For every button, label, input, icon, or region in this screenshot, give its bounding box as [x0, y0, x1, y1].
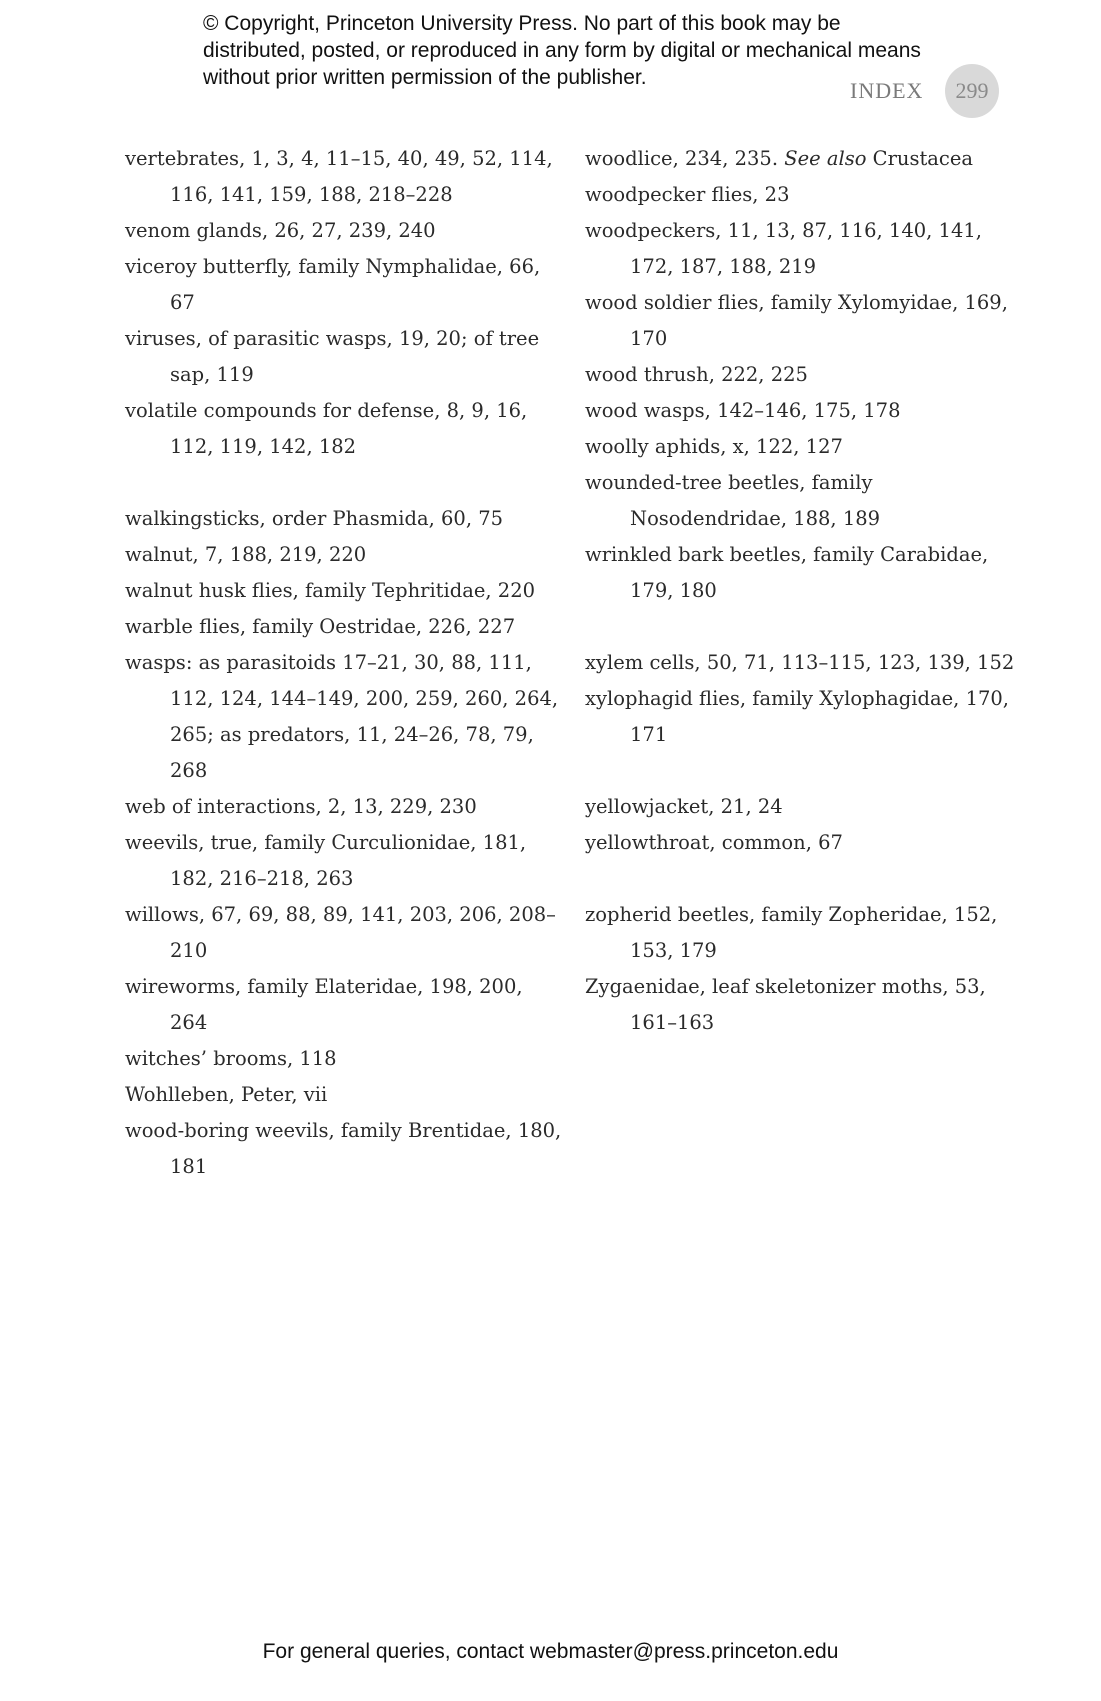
index-entry: warble flies, family Oestridae, 226, 227: [125, 615, 516, 638]
index-entry: walkingsticks, order Phasmida, 60, 75: [125, 507, 504, 530]
index-entry: willows, 67, 69, 88, 89, 141, 203, 206, 208–210: [125, 903, 556, 962]
index-entry: viruses, of parasitic wasps, 19, 20; of tree sap, 119: [125, 327, 540, 386]
index-entry: wood wasps, 142–146, 175, 178: [585, 399, 901, 422]
entry-text: Crustacea: [866, 147, 974, 170]
index-entry: xylem cells, 50, 71, 113–115, 123, 139, 152: [585, 651, 1015, 674]
index-entry: walnut, 7, 188, 219, 220: [125, 543, 367, 566]
letter-group-gap: [585, 753, 1015, 789]
index-entry: woodpecker flies, 23: [585, 183, 790, 206]
index-entry: [585, 141, 1015, 177]
index-entry: wrinkled bark beetles, family Carabidae, 179, 180: [585, 543, 989, 602]
index-entry: wood thrush, 222, 225: [585, 363, 808, 386]
entry-text: woodlice, 234, 235.: [585, 147, 785, 170]
index-entry: wood-boring weevils, family Brentidae, 180, 181: [125, 1119, 562, 1178]
copyright-notice: © Copyright, Princeton University Press. No part of this book may be distributed, posted, or reproduced in any form by digital or mechanical means without prior written permission of the publisher.: [203, 12, 921, 89]
index-column-right: [585, 141, 1015, 1041]
index-entry: wounded-tree beetles, family Nosodendridae, 188, 189: [585, 471, 881, 530]
letter-group-gap: [585, 609, 1015, 645]
index-entry: witches’ brooms, 118: [125, 1047, 337, 1070]
index-column-left: [125, 141, 565, 1185]
index-entry: web of interactions, 2, 13, 229, 230: [125, 795, 477, 818]
index-entry: venom glands, 26, 27, 239, 240: [125, 219, 436, 242]
index-entry: volatile compounds for defense, 8, 9, 16, 112, 119, 142, 182: [125, 399, 528, 458]
letter-group-gap: [125, 465, 565, 501]
index-entry: woolly aphids, x, 122, 127: [585, 435, 843, 458]
see-also-reference: See also: [784, 147, 867, 170]
index-entry: zopherid beetles, family Zopheridae, 152, 153, 179: [585, 903, 998, 962]
index-entry: Zygaenidae, leaf skeletonizer moths, 53, 161–163: [585, 975, 986, 1034]
index-entry: Wohlleben, Peter, vii: [125, 1083, 328, 1106]
index-entry: yellowjacket, 21, 24: [585, 795, 783, 818]
index-entry: wireworms, family Elateridae, 198, 200, 264: [125, 975, 523, 1034]
page-number: 299: [945, 64, 999, 118]
index-entry: wasps: as parasitoids 17–21, 30, 88, 111, 112, 124, 144–149, 200, 259, 260, 264, 265; as predators, 11, 24–26, 78, 79, 268: [125, 651, 559, 782]
running-head: INDEX: [850, 78, 924, 103]
index-entry: yellowthroat, common, 67: [585, 831, 843, 854]
index-entry: wood soldier flies, family Xylomyidae, 169, 170: [585, 291, 1008, 350]
index-entry: vertebrates, 1, 3, 4, 11–15, 40, 49, 52, 114, 116, 141, 159, 188, 218–228: [125, 147, 553, 206]
footer-contact: For general queries, contact webmaster@press.princeton.edu: [262, 1640, 839, 1663]
index-entry: walnut husk flies, family Tephritidae, 220: [125, 579, 536, 602]
index-entry: xylophagid flies, family Xylophagidae, 170, 171: [585, 687, 1009, 746]
index-entry: weevils, true, family Curculionidae, 181, 182, 216–218, 263: [125, 831, 527, 890]
index-entry: viceroy butterfly, family Nymphalidae, 66, 67: [125, 255, 541, 314]
letter-group-gap: [585, 861, 1015, 897]
index-entry: woodpeckers, 11, 13, 87, 116, 140, 141, 172, 187, 188, 219: [585, 219, 982, 278]
